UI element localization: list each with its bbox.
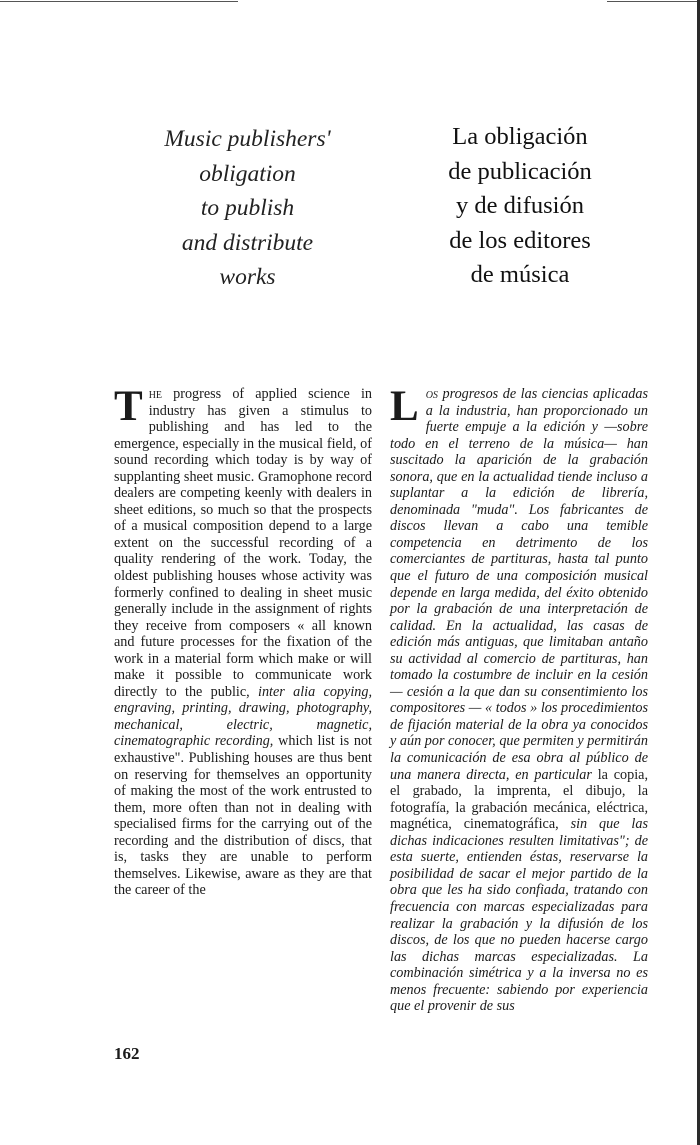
title-es-line: de los editores xyxy=(449,226,591,254)
title-en-line: Music publishers' xyxy=(164,126,331,152)
title-en-line: to publish xyxy=(200,195,295,221)
title-english xyxy=(120,122,375,295)
title-es-line: de publicación xyxy=(448,157,592,185)
top-rule-left xyxy=(0,1,238,2)
title-spanish xyxy=(405,120,635,293)
body-text: progresos de las ciencias aplicadas a la industria, han proporcionado un fuerte empuje a la edición y —sobre todo en el terreno de la música— han suscitado la aparición de la grabación sonora, que en la actualidad tiende incluso a suplantar a la edición de librería, denominada "muda". Los fabricantes de discos llevan a cabo una temible competencia en detrimento de los comerciantes de partituras, hasta tal punto que el futuro de una composición musical depende en larga medida, del éxito obtenido por la grabación de una interpretación de calidad. En la actualidad, las casas de edición más antiguas, que limitaban antaño su actividad al comercio de partituras, han tomado la costumbre de incluir en la cesión — cesión a la que dan su consentimiento los compositores — « todos » los procedimientos de fijación material de la obra ya conocidos y aún por conocer, que permiten y permitirán la comunicación de esa obra al público de una manera directa, en particular xyxy=(390,386,648,783)
drop-cap: T xyxy=(114,383,143,430)
upright-phrase: la copia, el grabado, la imprenta, el dibujo, la fotografía, la grabación mecánica, eléctrica, magnética, cinematográfica, xyxy=(390,766,648,833)
title-es-line: de música xyxy=(470,261,570,288)
english-column xyxy=(114,383,372,899)
title-en-line: and distribute xyxy=(181,229,314,256)
drop-cap: L xyxy=(390,383,419,430)
top-rule-right xyxy=(607,1,700,2)
title-en-line: works xyxy=(219,264,276,290)
body-text: which list is not exhaustive". Publishing houses are thus bent on reserving for themselves an opportunity of making the most of the work entrusted to them, more often than not in dealing with specialised firms for the carrying out of the recording and the distribution of discs, that is, tasks they are unable to perform themselves. Likewise, aware as they are that the career of the xyxy=(114,733,372,899)
title-es-line: y de difusión xyxy=(456,192,584,219)
title-es-line: La obligación xyxy=(452,123,588,150)
page-number: 162 xyxy=(114,1044,140,1063)
body-text: progress of applied science in industry has given a stimulus to publishing and has led to the emergence, especially in the musical field, of sound recording which today is by way of supplanting sheet music. Gramophone record dealers are competing keenly with dealers in sheet editions, so much so that the prospects of a musical composition depend to a large extent on the successful recording of a quality rendering of the work. Today, the oldest publishing houses whose activity was formerly confined to dealing in sheet music generally include in the assignment of rights they receive from composers « all known and future processes for the fixation of the work in a material form which make or will make it possible to communicate work directly to the public, xyxy=(114,386,372,700)
lead-in: he xyxy=(148,386,163,402)
spanish-column xyxy=(390,383,648,1015)
body-text: sin que las dichas indicaciones resulten limitativas"; de esta suerte, entienden éstas, reservarse la posibilidad de sacar el mejor partido de la obra que les ha sido confiada, tratando con frecuencia con marcas especializadas para realizar la grabación y la difusión de los discos, de los que no pueden hacerse cargo las dichas marcas especializadas. La combinación simétrica y a la inversa no es menos frecuente: sabiendo por experiencia que el provenir de sus xyxy=(390,816,648,1015)
italic-phrase: inter alia copying, engraving, printing, drawing, photography, mechanical, electric, magnetic, cinematographic recording, xyxy=(114,683,372,750)
title-en-line: obligation xyxy=(199,160,296,187)
lead-in: os xyxy=(425,386,438,402)
